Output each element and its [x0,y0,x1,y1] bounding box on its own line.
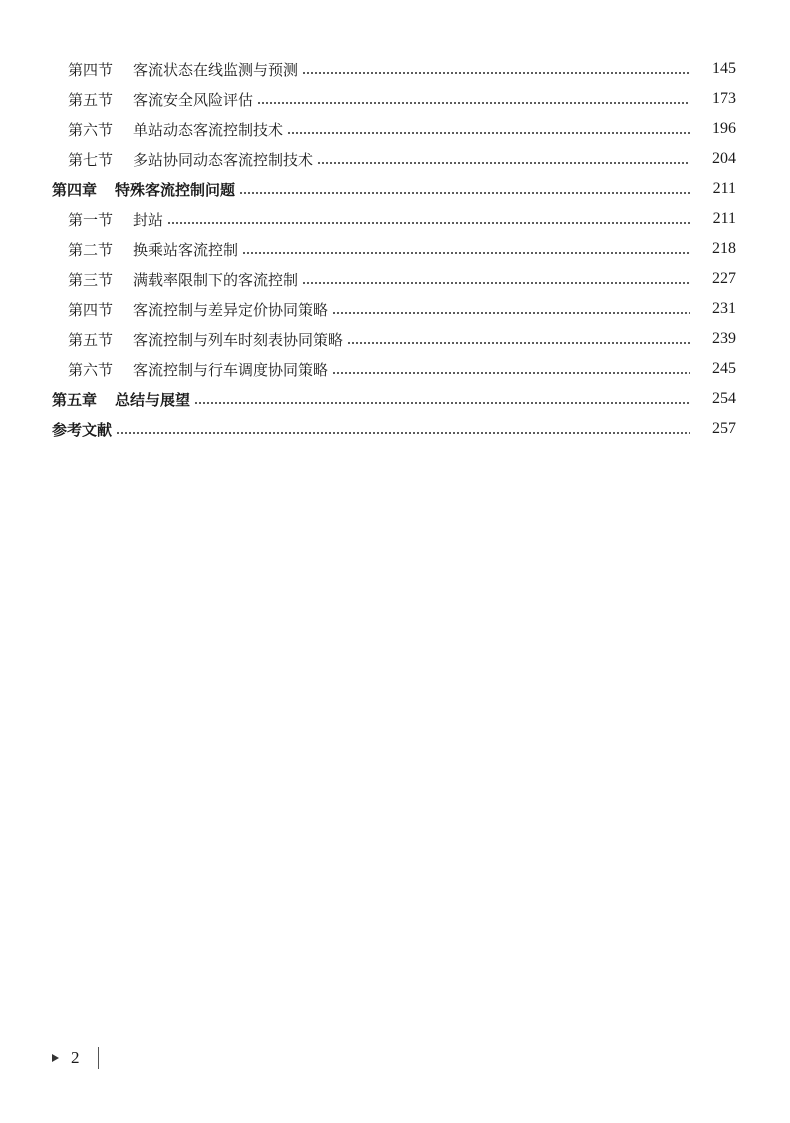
footer-divider [98,1047,99,1069]
dot-leader [194,402,690,404]
dot-leader [257,102,690,104]
dot-leader [317,162,690,164]
toc-entry-title: 封站 [133,210,164,229]
toc-entry[interactable] [0,264,790,294]
toc-entry-number: 第五节 [68,90,114,109]
toc-entry-page: 231 [712,300,736,317]
toc-entry-number: 第六节 [68,360,114,379]
toc-entry-page: 145 [712,60,736,77]
toc-entry-title: 客流安全风险评估 [133,90,254,109]
toc-entry-page: 173 [712,90,736,107]
dot-leader [347,342,690,344]
toc-entry[interactable] [0,204,790,234]
toc-entry-title: 客流控制与列车时刻表协同策略 [133,330,344,349]
toc-entry[interactable] [0,144,790,174]
toc-entry-title: 换乘站客流控制 [133,240,239,259]
toc-entry-page: 245 [712,360,736,377]
toc-entry-title: 特殊客流控制问题 [115,180,236,199]
dot-leader [242,252,690,254]
toc-entry[interactable] [0,114,790,144]
toc-entry-page: 211 [712,210,736,227]
toc-entry[interactable] [0,354,790,384]
toc-entry-page: 257 [712,420,736,437]
toc-entry-title: 客流控制与差异定价协同策略 [133,300,329,319]
toc-entry-number: 第四章 [52,180,98,199]
toc-entry-number: 第五节 [68,330,114,349]
toc-entry[interactable] [0,294,790,324]
toc-entry[interactable] [0,234,790,264]
page-footer [52,1046,99,1070]
dot-leader [302,282,690,284]
dot-leader [116,432,690,434]
dot-leader [167,222,690,224]
toc-chapter-entry[interactable] [0,384,790,414]
toc-entry-number: 第三节 [68,270,114,289]
toc-entry-number: 第七节 [68,150,114,169]
toc-chapter-entry[interactable] [0,174,790,204]
toc-entry-page: 254 [712,390,736,407]
toc-entry[interactable] [0,84,790,114]
toc-entry-page: 211 [712,180,736,197]
toc-entry-title: 总结与展望 [115,390,191,409]
toc-entry-page: 196 [712,120,736,137]
toc-entry-number: 第一节 [68,210,114,229]
toc-entry-title: 参考文献 [52,420,113,439]
triangle-right-icon [52,1054,59,1062]
dot-leader [302,72,690,74]
toc-entry-page: 227 [712,270,736,287]
dot-leader [239,192,690,194]
toc-entry-title: 客流状态在线监测与预测 [133,60,299,79]
toc-entry-page: 239 [712,330,736,347]
dot-leader [332,372,690,374]
toc-references-entry[interactable] [0,414,790,444]
dot-leader [287,132,690,134]
toc-entry-page: 204 [712,150,736,167]
toc-entry-number: 第四节 [68,60,114,79]
toc-entry[interactable] [0,54,790,84]
toc-entry-title: 满载率限制下的客流控制 [133,270,299,289]
page-number: 2 [71,1048,80,1067]
toc-entry-number: 第六节 [68,120,114,139]
toc-entry-number: 第五章 [52,390,98,409]
toc-entry-title: 客流控制与行车调度协同策略 [133,360,329,379]
toc-entry[interactable] [0,324,790,354]
toc-entry-number: 第四节 [68,300,114,319]
toc-entry-number: 第二节 [68,240,114,259]
table-of-contents [0,54,790,444]
toc-entry-title: 单站动态客流控制技术 [133,120,284,139]
toc-entry-title: 多站协同动态客流控制技术 [133,150,314,169]
toc-entry-page: 218 [712,240,736,257]
dot-leader [332,312,690,314]
